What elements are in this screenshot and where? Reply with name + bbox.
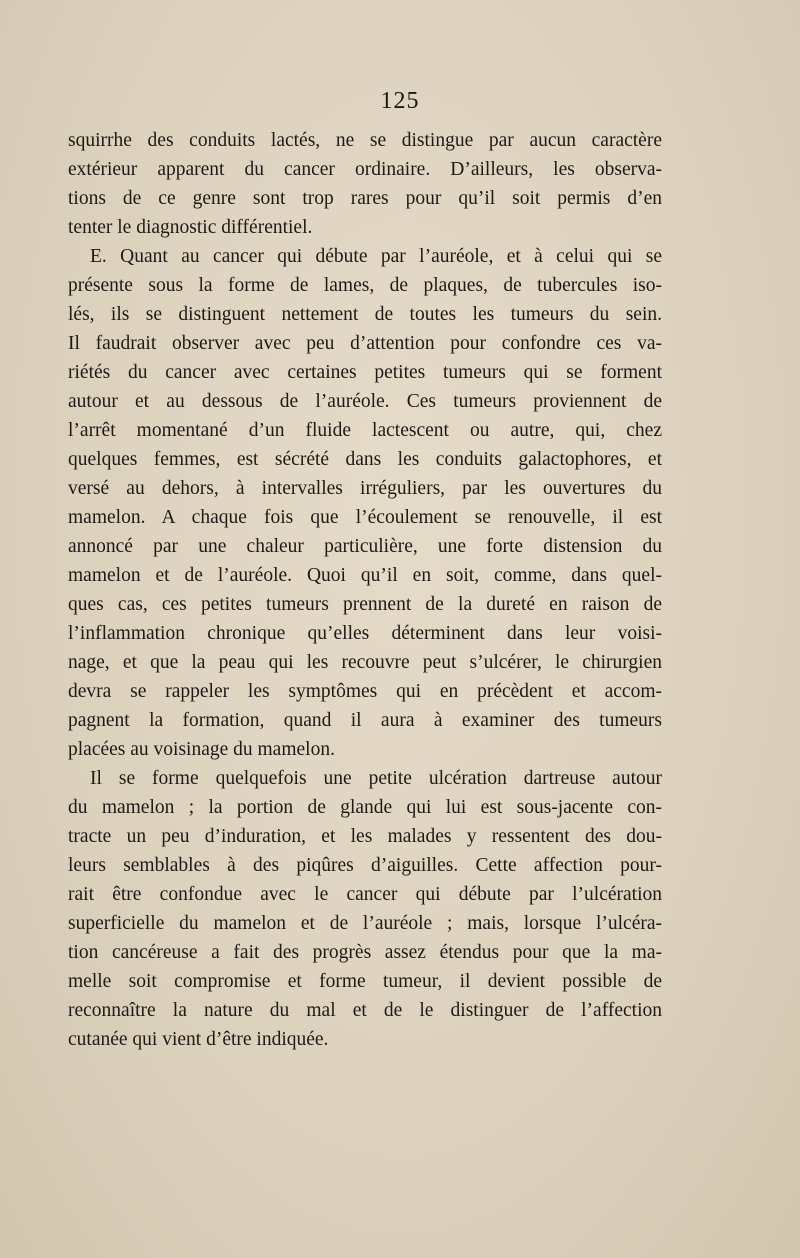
text-line: tion cancéreuse a fait des progrès assez étendus pour que la ma- <box>68 942 662 963</box>
text-line: du mamelon ; la portion de glande qui lui est sous-jacente con- <box>68 797 662 818</box>
text-line: placées au voisinage du mamelon. <box>68 739 335 760</box>
text-line: tions de ce genre sont trop rares pour qu’il soit permis d’en <box>68 188 662 209</box>
page-number: 125 <box>380 88 420 114</box>
text-line: devra se rappeler les symptômes qui en précèdent et accom- <box>68 681 662 702</box>
text-line: autour et au dessous de l’auréole. Ces tumeurs proviennent de <box>68 391 662 412</box>
text-line: superficielle du mamelon et de l’auréole ; mais, lorsque l’ulcéra- <box>68 913 662 934</box>
text-line: cutanée qui vient d’être indiquée. <box>68 1029 329 1050</box>
text-line: E. Quant au cancer qui débute par l’auréole, et à celui qui se <box>90 246 662 267</box>
text-line: reconnaître la nature du mal et de le distinguer de l’affection <box>68 1000 662 1021</box>
text-line: mamelon et de l’auréole. Quoi qu’il en soit, comme, dans quel- <box>68 565 662 586</box>
body-text <box>68 126 662 1054</box>
text-line: l’arrêt momentané d’un fluide lactescent ou autre, qui, chez <box>68 420 662 441</box>
text-line: tenter le diagnostic différentiel. <box>68 217 313 238</box>
text-line: pagnent la formation, quand il aura à examiner des tumeurs <box>68 710 662 731</box>
text-line: squirrhe des conduits lactés, ne se distingue par aucun caractère <box>68 130 662 151</box>
text-line: nage, et que la peau qui les recouvre peut s’ulcérer, le chirurgien <box>68 652 662 673</box>
text-line: annoncé par une chaleur particulière, une forte distension du <box>68 536 662 557</box>
text-line: melle soit compromise et forme tumeur, il devient possible de <box>68 971 662 992</box>
text-line: mamelon. A chaque fois que l’écoulement se renouvelle, il est <box>68 507 662 528</box>
text-line: versé au dehors, à intervalles irréguliers, par les ouvertures du <box>68 478 662 499</box>
text-line: quelques femmes, est sécrété dans les conduits galactophores, et <box>68 449 662 470</box>
text-line: l’inflammation chronique qu’elles déterminent dans leur voisi- <box>68 623 662 644</box>
text-line: Il se forme quelquefois une petite ulcération dartreuse autour <box>90 768 662 789</box>
text-line: extérieur apparent du cancer ordinaire. D’ailleurs, les observa- <box>68 159 662 180</box>
text-line: présente sous la forme de lames, de plaques, de tubercules iso- <box>68 275 662 296</box>
text-line: riétés du cancer avec certaines petites tumeurs qui se forment <box>68 362 662 383</box>
text-line: tracte un peu d’induration, et les malades y ressentent des dou- <box>68 826 662 847</box>
text-line: leurs semblables à des piqûres d’aiguilles. Cette affection pour- <box>68 855 662 876</box>
text-line: ques cas, ces petites tumeurs prennent de la dureté en raison de <box>68 594 662 615</box>
text-line: lés, ils se distinguent nettement de toutes les tumeurs du sein. <box>68 304 662 325</box>
text-line: rait être confondue avec le cancer qui débute par l’ulcération <box>68 884 662 905</box>
text-line: Il faudrait observer avec peu d’attention pour confondre ces va- <box>68 333 662 354</box>
